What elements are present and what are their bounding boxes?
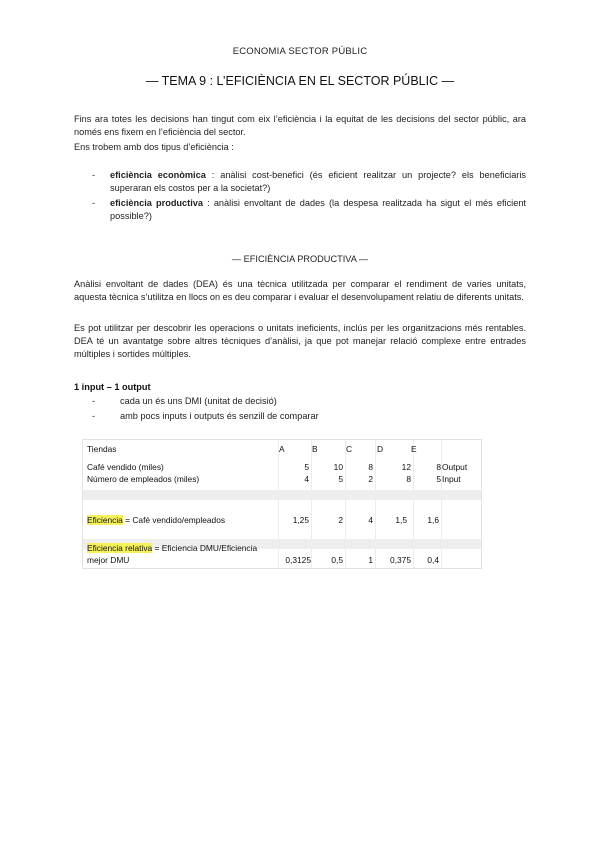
- list-item: - cada un és uns DMI (unitat de decisió): [92, 396, 277, 406]
- table-header-row: [83, 443, 481, 455]
- efficiency-highlight: Eficiencia: [87, 515, 123, 525]
- term-productive: eficiència productiva: [110, 198, 203, 208]
- list-item: - eficiència productiva : anàlisi envoltant de dades (la despesa realitzada ha sigut el més eficient possible?): [92, 198, 526, 221]
- page-title: — TEMA 9 : L’EFICIÈNCIA EN EL SECTOR PÚBLIC —: [145, 74, 455, 88]
- dea-paragraph-1: Anàlisi envoltant de dades (DEA) és una tècnica utilitzada per comparar el rendiment de varies unitats, aquesta tècnica s’utilitza en llocs on es deu comparar i evaluar el desenvolupament relatiu de diferents unitats.: [74, 279, 526, 302]
- intro-paragraph: Fins ara totes les decisions han tingut com eix l’eficiència i la equitat de les decisions del sector públic, ara només ens fixem en l’eficiència del sector.: [74, 114, 526, 137]
- sub-list: [92, 395, 319, 425]
- spreadsheet-table: [82, 439, 482, 569]
- term-productive-text: : anàlisi envoltant de dades (la despesa realitzada ha sigut el més eficient possible?): [110, 198, 526, 221]
- column-header: A: [279, 444, 285, 454]
- table-header-label: Tiendas: [87, 444, 117, 454]
- subheading: 1 input – 1 output: [74, 382, 151, 392]
- column-header: E: [411, 444, 417, 454]
- table-row: Número de empleados (miles) 4 5 2 8 5 Input: [87, 474, 461, 484]
- column-header: C: [346, 444, 353, 454]
- table-row: Café vendido (miles) 5 10 8 12 8 Output: [87, 462, 468, 472]
- relative-efficiency-row: Eficiencia relativa = Eficiencia DMU/Eficiencia: [87, 543, 258, 553]
- relative-efficiency-row-values: mejor DMU 0,3125 0,5 1 0,375 0,4: [87, 555, 439, 565]
- term-economic: eficiència econòmica: [110, 170, 206, 180]
- list-item: - eficiència econòmica : anàlisi cost-benefici (és eficient realitzar un projecte? els beneficiaris superaran els costos per a la societat?): [92, 170, 527, 193]
- table-spacer: [83, 490, 481, 500]
- dea-paragraph-2: Es pot utilitzar per descobrir les operacions o unitats ineficients, inclús per les organitzacions més rentables. DEA té un avantatge sobre altres tècniques d’anàlisi, ja que pot manejar relació complexe entre entrades múltiples i sortides múltiples.: [74, 323, 526, 359]
- column-header: D: [377, 444, 384, 454]
- term-economic-text: : anàlisi cost-benefici (és eficient realitzar un projecte? els beneficiaris superaran els costos per a la societat?): [110, 170, 527, 193]
- relative-efficiency-highlight: Eficiencia relativa: [87, 543, 153, 553]
- intro-types-line: Ens trobem amb dos tipus d’eficiència :: [74, 142, 234, 152]
- section-heading: — EFICIÈNCIA PRODUCTIVA —: [231, 254, 369, 264]
- list-item: - amb pocs inputs i outputs és senzill de comparar: [92, 411, 319, 421]
- efficiency-types-list: [92, 169, 526, 225]
- column-header: B: [312, 444, 318, 454]
- efficiency-row: Eficiencia = Café vendido/empleados 1,25 2 4 1,5 1,6: [87, 515, 439, 525]
- document-header: ECONOMIA SECTOR PÚBLIC: [232, 46, 368, 57]
